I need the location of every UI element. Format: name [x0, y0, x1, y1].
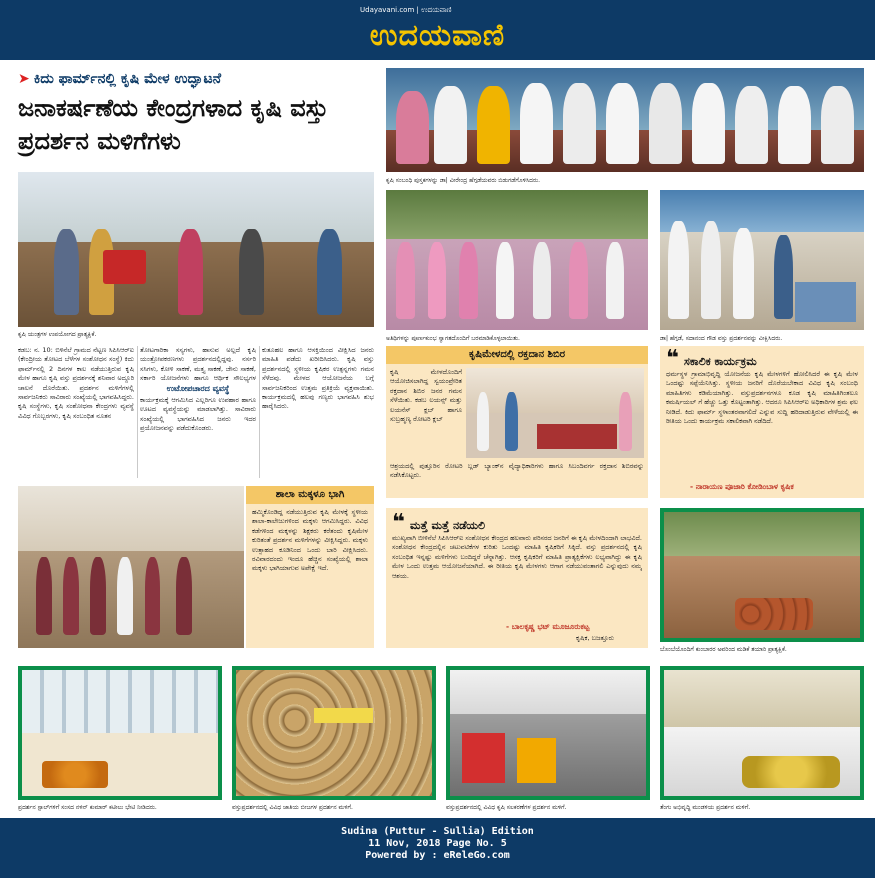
photo-blood-donation [466, 368, 644, 458]
article-body-col2: ತೋಟಗಾರಿಕಾ ಸಸ್ಯಗಳು, ಹಾಸುವ ಅಲ್ಲದೆ ಕೃಷಿ ಯಂತ್ರೋಪಕರಣಗಳು ಪ್ರದರ್ಶನದಲ್ಲಿದ್ದವು. ನರ್ಸರಿ ಸಸಿಗಳು, ಕೋಳಿ ಸಾಕಣೆ, ಮತ್ತ್ಯ ಸಾಕಣೆ, ಜೇನು ಸಾಕಣೆ, ಸರ್ಕಾರಿ ಯೋಜನೆಗಳು ಹಾಗೂ ಆರ್ಥಿಕ ಸೌಲಭ್ಯಗಳ [140, 346, 256, 383]
person-figure [428, 242, 446, 319]
arrow-icon: ➤ [18, 71, 30, 87]
clay-pots [735, 598, 813, 631]
person-figure [396, 242, 414, 319]
quote-icon: ❝ [666, 346, 679, 371]
footer-powered-by[interactable]: Powered by : eReleGo.com [365, 850, 510, 861]
timely-box-text: ಧರ್ಮಸ್ಥಳ ಗ್ರಾಮಾಭಿವೃದ್ಧಿ ಯೋಜನೆಯ ಕೃಷಿ ಮೇಳಗಳಿಗೆ ಹೋಲಿಸಿದರೆ ಈ ಕೃಷಿ ಮೇಳ ಒಂದಷ್ಟು ಸಪ್ಪೆಯೆನಿಸಿತ್ತು. ಸ್ಥಳೀಯ ಜನರಿಗೆ ದೊರೆಯಬೇಕಾದ ವಿವಿಧ ಕೃಷಿ ಸಂಬಂಧಿ ಮಾಹಿತಿಗಳು ಕಡಿಮೆಯಾಗಿತ್ತು. ವಸ್ತುಪ್ರದರ್ಶನಗಳೂ ಕೂಡ ಕೃಷಿ ಮಾಹಿತಿಗಿಂತಲೂ ಕಮರ್ಷಿಯಲ್ ಗೆ ಹೆಚ್ಚು ಒತ್ತು ಕೊಟ್ಟಂತಾಗಿತ್ತು. ಆದರೂ ಸಿಪಿಸಿಆರ್‌ಐ ಅಧಿಕಾರಿಗಳ ಶ್ರಮ ಫಲ ನೀಡಿದೆ. ಕಿದು ಫಾರ್ಮ್ ಸ್ಥಳಾಂತರವಾಗಲಿದೆ ಎನ್ನುವ ಸುದ್ದಿ ಹರಿದಾಡುತ್ತಿರುವ ವೇಳೆಯಲ್ಲಿ ಈ ರೀತಿಯ ಒಂದು ಕಾರ್ಯಕ್ರಮ ಸಕಾಲಿಕವಾಗಿ ನಡೆದಿದೆ. [666, 370, 858, 426]
person-figure [619, 392, 631, 451]
person-figure [735, 86, 768, 164]
caption-coconut: ತೆಂಗು ಅಭಿವೃದ್ಧಿ ಮಂಡಳಿಯ ಪ್ರದರ್ಶನ ಮಳಿಗೆ. [660, 804, 751, 811]
caption-book-release: ಕೃಷಿ ಸಂಬಂಧಿ ಪುಸ್ತಕಗಳನ್ನು ಡಾ| ವೀರೇಂದ್ರ ಹೆಗ್ಗಡೆಯವರು ಬಿಡುಗಡೆಗೊಳಿಸಿದರು. [386, 177, 541, 184]
again-box [386, 508, 648, 648]
photo-potter-frame [660, 508, 864, 642]
photo-coconut-stall [664, 670, 860, 796]
person-figure [520, 83, 553, 164]
school-box-title: ಶಾಲಾ ಮಕ್ಕಳೂ ಭಾಗಿ [246, 486, 374, 504]
photo-wall [664, 670, 860, 727]
blood-box-text-bottom: ಆಶ್ರಯದಲ್ಲಿ ಪುತ್ತೂರಿನ ರೋಟರಿ ಬ್ಲಡ್ ಬ್ಯಾಂಕ್‌ನ ವೈದ್ಯಾಧಿಕಾರಿಗಳು ಹಾಗೂ ಸಿಬಂದಿವರ್ಗ ರಕ್ತದಾನ ಶಿಬಿರವನ್ನು ನಡೆಸಿಕೊಟ್ಟರು. [390, 462, 644, 480]
student-figure [36, 557, 52, 635]
photo-trees [664, 512, 860, 556]
person-figure [317, 229, 342, 314]
seed-labels [314, 708, 373, 723]
school-children-box [246, 486, 374, 648]
photo-stall-visit [660, 190, 864, 330]
equipment-machine [517, 738, 556, 783]
person-figure [778, 86, 811, 164]
person-figure [606, 83, 639, 164]
photo-machinery-demo [18, 172, 374, 327]
again-box-title: ಮತ್ತೆ ಮತ್ತೆ ನಡೆಯಲಿ [410, 519, 486, 532]
caption-potter: ಬೊಂಬೆಯೊಂದಿಗೆ ಕುಂಬಾರರ ಅವರಿಂದ ಮಡಿಕೆ ತಯಾರಿ ಪ್ರಾತ್ಯಕ್ಷಿಕೆ. [660, 646, 787, 653]
article-body-col1: ಕಡಬ: ನ. 10: ಬಿಳಿನೆಲೆ ಗ್ರಾಮದ ನೆಟ್ಟಣ ಸಿಪಿಸಿಆರ್‌ಐ (ಕೇಂದ್ರೀಯ ತೋಟದ ಬೆಳೆಗಳ ಸಂಶೋಧನ ಸಂಸ್ಥೆ) ಕಿದು ಫಾರ್ಮ್‌ನಲ್ಲಿ 2 ದಿನಗಳ ಕಾಲ ನಡೆಯುತ್ತಿರುವ ಕೃಷಿ ಮೇಳ ಹಾಗೂ ಕೃಷಿ ವಸ್ತು ಪ್ರದರ್ಶನಕ್ಕೆ ಶನಿವಾರ ಅದ್ದೂರಿ ಚಾಲನೆ ದೊರೆಯಿತು. ಪ್ರದರ್ಶನ ಮಳಿಗೆಗಳಲ್ಲಿ ಸಾರ್ವಜನಿಕರು ಸಾವಿರಾರು ಸಂಖ್ಯೆಯಲ್ಲಿ ಭಾಗವಹಿಸಿದ್ದರು. ಕೃಷಿ ಸಂಸ್ಥೆಗಳು, ಕೃಷಿ ಸಂಶೋಧನಾ ಕೇಂದ್ರಗಳು ವ್ಯವಸ್ಥೆ ವಿವಿಧ ಗೊಬ್ಬರಗಳು, ಕೃಷಿ ಸಂಬಂಧಿತ ನೂತನ [18, 346, 134, 420]
photo-seeds-frame [232, 666, 436, 800]
photo-potter-demo [664, 512, 860, 638]
photo-posters [22, 670, 218, 733]
footer-edition: Sudina (Puttur - Sullia) Edition [341, 826, 534, 837]
caption-stall-visit: ಡಾ| ಹೆಗ್ಗಡೆ, ಸದಾನಂದ ಗೌಡ ವಸ್ತು ಪ್ರದರ್ಶನವನ್ನು ವೀಕ್ಷಿಸಿದರು. [660, 335, 783, 342]
again-box-signature: - ಬಾಲಕೃಷ್ಣ ಭಟ್ ಮೂಜೂರುಕಟ್ಟ [506, 622, 590, 631]
person-figure [178, 229, 203, 314]
again-box-text: ಮುಖ್ಯವಾಗಿ ಬೀಳಿನೆಲೆ ಸಿಪಿಸಿಆರ್‌ಐ ಸಂಶೋಧನ ಕೇಂದ್ರದ ಹಲವಾರು ಪರಿಸರದ ಜನರಿಗೆ ಈ ಕೃಷಿ ಮೇಳದಿಂದಾಗಿ ಲಾಭವಿದೆ. ಸಂಶೋಧನ ಕೇಂದ್ರದಲ್ಲಿನ ಚಟುವಟಿಕೆಗಳ ಕುರಿತು ಒಂದಷ್ಟು ಮಾಹಿತಿ ಕೃಷಿಕರಿಗೆ ಸಿಕ್ಕಿದೆ. ವಸ್ತು ಪ್ರದರ್ಶನದಲ್ಲಿ ಕೃಷಿ ಸಂಬಂಧಿತ ಇನ್ನಷ್ಟು ಮಳಿಗೆಗಳು ಬಂದಿದ್ದರೆ ಚೆನ್ನಾಗಿತ್ತು. ಆಸಕ್ತ ಕೃಷಿಕರಿಗೆ ಮಾಹಿತಿ ಪ್ರಾತ್ಯಕ್ಷಿಕೆಗಳು ಲಭ್ಯವಾಗಿದ್ದು ಈ ಕೃಷಿ ಮೇಳ ಒಂದು ಉತ್ತಮ ಆಯೋಜನೆಯಾಗಿದೆ. ಈ ರೀತಿಯ ಕೃಷಿ ಮೇಳಗಳು ಆಗಾಗ ನಡೆಯುವಂತಾಗಲಿ ಎನ್ನುವುದು ನಮ್ಮ ಆಶಯ. [392, 534, 642, 580]
kicker-text: ಕಿದು ಫಾರ್ಮ್‌ನಲ್ಲಿ ಕೃಷಿ ಮೇಳ ಉದ್ಘಾಟನೆ [33, 71, 222, 87]
stall-table [795, 282, 856, 321]
timely-box-signature: - ನಾರಾಯಣ ಪೂಜಾರಿ ಕೋಡಿಂಬಾಳ ಕೃಷಿಕ [690, 482, 794, 491]
photo-room [466, 368, 644, 413]
person-figure [396, 91, 429, 164]
caption-machinery: ಕೃಷಿ ಯಂತ್ರಗಳ ಉಪಯೋಗದ ಪ್ರಾತ್ಯಕ್ಷಿಕೆ. [18, 331, 97, 338]
column-divider [137, 346, 138, 478]
donor-bed [537, 424, 617, 449]
person-figure [239, 229, 264, 314]
person-figure [821, 86, 854, 164]
photo-equipment-stall [450, 670, 646, 796]
masthead [0, 0, 875, 60]
student-figure [176, 557, 192, 635]
photo-coconut-frame [660, 666, 864, 800]
person-figure [774, 235, 792, 319]
article-subhead: ಉಟೋಪಚಾರದ ವ್ಯವಸ್ಥೆ [166, 384, 230, 393]
student-figure [63, 557, 79, 635]
fruit-display [42, 761, 109, 789]
column-divider [259, 346, 260, 478]
equipment-machine [462, 733, 505, 783]
photo-equipment-frame [446, 666, 650, 800]
photo-tent [660, 190, 864, 232]
student-figure [145, 557, 161, 635]
photo-mp-visit-frame [18, 666, 222, 800]
blood-box-text: ಕೃಷಿ ಮೇಳದೊಂದಿಗೆ ಆಯೋಜಿಸಲಾಗಿದ್ದ ಸ್ವಯಂಪ್ರೇರಿತ ರಕ್ತದಾನ ಶಿಬಿರ ಜನರ ಗಮನ ಸೆಳೆಯಿತು. ಕಡಬ ಲಯನ್ಸ್ ಮತ್ತು ಲಯನೆಸ್ ಕ್ಲಬ್ ಹಾಗೂ ಸುಬ್ರಹ್ಮಣ್ಯ ರೋಟರಿ ಕ್ಲಬ್ [390, 368, 462, 424]
person-figure [477, 86, 510, 164]
person-figure [459, 242, 477, 319]
person-figure [733, 228, 753, 319]
caption-seeds: ವಸ್ತುಪ್ರದರ್ಶನದಲ್ಲಿ ವಿವಿಧ ಜಾತಿಯ ಬೀಜಗಳ ಪ್ರದರ್ಶನ ಮಳಿಗೆ. [232, 804, 353, 811]
footer-date-page: 11 Nov, 2018 Page No. 5 [368, 838, 507, 849]
person-figure [505, 392, 517, 451]
caption-equipment: ವಸ್ತುಪ್ರದರ್ಶನದಲ್ಲಿ ವಿವಿಧ ಕೃಷಿ ಸಲಕರಣೆಗಳ ಪ್ರದರ್ಶನ ಮಳಿಗೆ. [446, 804, 567, 811]
caption-mp-visit: ಪ್ರದರ್ಶನ ಸ್ಟಾಲ್‌ಗಳಿಗೆ ಸಂಸದ ನಳಿನ್ ಕುಮಾರ್ ಕಟೀಲು ಭೇಟಿ ನೀಡಿದರು. [18, 804, 157, 811]
photo-welcome [386, 190, 648, 330]
article-body-col3: ಕುತೂಹಲ ಹಾಗೂ ಆಸಕ್ತಿಯಿಂದ ವೀಕ್ಷಿಸಿದ ಜನರು ಮಾಹಿತಿ ಪಡೆದು ಖರೀದಿಸಿದರು. ಕೃಷಿ ವಸ್ತು ಪ್ರದರ್ಶನದಲ್ಲಿ ಸ್ಥಳೀಯ ಕೃಷಿಕರ ಉತ್ಪನ್ನಗಳು ಗಮನ ಸೆಳೆದವು. ಮೇಳದ ಆಯೋಜನೆಯ ಬಗ್ಗೆ ಸಾರ್ವಜನಿಕರಿಂದ ಉತ್ತಮ ಪ್ರತಿಕ್ರಿಯೆ ವ್ಯಕ್ತವಾಯಿತು. ಕಾರ್ಯಕ್ರಮದಲ್ಲಿ ಹಲವು ಗಣ್ಯರು ಭಾಗವಹಿಸಿ ಶುಭ ಹಾರೈಸಿದರು. [262, 346, 374, 411]
article-headline: ಜನಾಕರ್ಷಣೆಯ ಕೇಂದ್ರಗಳಾದ ಕೃಷಿ ವಸ್ತು ಪ್ರದರ್ಶನ ಮಳಿಗೆಗಳು [18, 94, 329, 155]
article-body-col2b: ಕಾರ್ಯಕ್ರಮಕ್ಕೆ ಆಗಮಿಸಿದ ಎಲ್ಲರಿಗೂ ಉಪಹಾರ ಹಾಗೂ ಊಟದ ವ್ಯವಸ್ಥೆಯನ್ನು ಮಾಡಲಾಗಿತ್ತು. ಸಾವಿರಾರು ಸಂಖ್ಯೆಯಲ್ಲಿ ಭಾಗವಹಿಸಿದ ಜನರು ಇದರ ಪ್ರಯೋಜನವನ್ನು ಪಡೆದುಕೊಂಡರು. [140, 396, 256, 433]
person-figure [563, 83, 596, 164]
photo-canopy [450, 670, 646, 714]
person-figure [606, 242, 624, 319]
page-footer [0, 818, 875, 878]
person-figure [496, 242, 514, 319]
photo-mp-visit [22, 670, 218, 796]
caption-welcome: ಅತಿಥಿಗಳನ್ನು ಪೂರ್ಣಕುಂಭ ಸ್ವಾಗತದೊಂದಿಗೆ ಬರಮಾಡಿಕೊಳ್ಳಲಾಯಿತು. [386, 335, 520, 342]
person-figure [533, 242, 551, 319]
person-figure [649, 83, 682, 164]
person-figure [569, 242, 587, 319]
person-figure [668, 221, 688, 319]
person-figure [701, 221, 721, 319]
again-box-signature-sub: ಕೃಷಿಕ, ಬಜತ್ತೂರು [576, 634, 614, 642]
blood-donation-box [386, 346, 648, 498]
article-kicker [18, 68, 383, 90]
student-figure [117, 557, 133, 635]
person-figure [434, 86, 467, 164]
timely-box-title: ಸಕಾಲಿಕ ಕಾರ್ಯಕ್ರಮ [684, 355, 757, 368]
photo-trees [386, 190, 648, 239]
timely-box-heading [666, 346, 858, 371]
blood-box-title: ಕೃಷಿಮೇಳದಲ್ಲಿ ರಕ್ತದಾನ ಶಿಬಿರ [386, 346, 648, 364]
person-figure [692, 83, 725, 164]
photo-seeds-stall [236, 670, 432, 796]
again-box-heading [392, 510, 642, 535]
school-box-text: ಹಮ್ಮಿಕೊಂಡಿದ್ದ ನಡೆಯುತ್ತಿರುವ ಕೃಷಿ ಮೇಳಕ್ಕೆ ಸ್ಥಳೀಯ ಶಾಲಾ-ಕಾಲೇಜುಗಳಿಂದ ಮಕ್ಕಳು ಆಗಮಿಸಿದ್ದರು. ವಿವಿಧ ಕಡೆಗಳಿಂದ ಮಕ್ಕಳನ್ನು ಶಿಕ್ಷಕರು ಕರೆತಂದು ಕೃಷಿಮೇಳ ಕುರಿತಂತೆ ಪ್ರದರ್ಶನ ಮಳಿಗೆಗಳನ್ನು ವೀಕ್ಷಿಸಿದ್ದರು. ಮಕ್ಕಳು ಉತ್ಸಾಹದ ಕೂಡಿನಿಂದ ಒಂದು ಬಾರಿ ವೀಕ್ಷಿಸಿದರು. ರವಿವಾರದಂದು ಇಂದೂ ಹೆಚ್ಚಿನ ಸಂಖ್ಯೆಯಲ್ಲಿ ಶಾಲಾ ಮಕ್ಕಳು ಭಾಗಿಯಾಗುವ ಅಪೇಕ್ಷೆ ಇದೆ. [252, 508, 368, 573]
student-figure [90, 557, 106, 635]
person-figure [54, 229, 79, 314]
red-tractor [103, 250, 146, 284]
coconut-pile [742, 756, 840, 789]
site-url: Udayavani.com | ಉದಯವಾಣಿ [360, 6, 452, 14]
newspaper-logo: ಉದಯವಾಣಿ [369, 18, 506, 53]
photo-hall [18, 486, 244, 551]
quote-icon: ❝ [392, 510, 405, 535]
photo-book-release [386, 68, 864, 172]
timely-program-box [660, 346, 864, 498]
person-figure [477, 392, 489, 451]
photo-school-children [18, 486, 244, 648]
